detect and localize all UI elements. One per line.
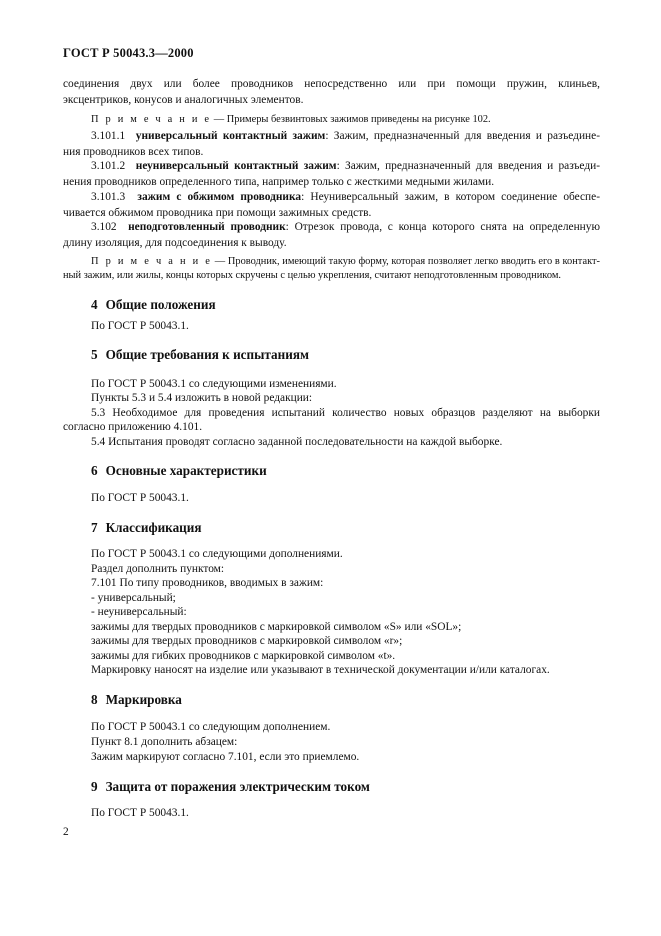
note-label: П р и м е ч а н и е [91,256,213,267]
definition-3-101-2 [91,158,600,174]
section-5-text-2: Пункты 5.3 и 5.4 изложить в новой редакции: [91,392,313,404]
list-item: - неуниверсальный: [91,606,187,618]
section-8-text-2: Пункт 8.1 дополнить абзацем: [91,736,238,748]
note-1 [91,112,600,128]
definition-3-101-3 [91,189,600,205]
section-number: 8 [91,692,98,707]
section-5-text-1: По ГОСТ Р 50043.1 со следующими изменениями. [91,378,337,390]
definition-text: : Отрезок провода, с конца которого снята на определенную [285,221,600,233]
intro-line-2: эксцентриков, конусов и аналогичных элементов. [63,94,304,106]
list-item: зажимы для твердых проводников с маркировкой символом «r»; [91,635,403,647]
section-title: Маркировка [105,692,182,707]
definition-3-102 [91,219,600,235]
section-number: 4 [91,297,98,312]
section-7-text-3: 7.101 По типу проводников, вводимых в зажим: [91,577,324,589]
section-5-heading [91,347,309,363]
note-label: П р и м е ч а н и е [91,114,212,125]
definition-3-101-1 [91,128,600,144]
section-8-text-1: По ГОСТ Р 50043.1 со следующим дополнением. [91,721,331,733]
section-4-heading [91,297,216,313]
defined-term: универсальный контактный зажим [135,130,326,142]
section-7-text-2: Раздел дополнить пунктом: [91,563,225,575]
section-title: Защита от поражения электрическим током [105,779,370,794]
section-9-heading [91,779,370,795]
note-text: — Примеры безвинтовых зажимов приведены на рисунке 102. [211,114,491,125]
list-item: зажимы для твердых проводников с маркировкой символом «S» или «SOL»; [91,621,462,633]
defined-term: неуниверсальный контактный зажим [135,160,337,172]
section-5-text-4: 5.4 Испытания проводят согласно заданной последовательности на каждой выборке. [91,436,503,448]
section-title: Основные характеристики [105,463,267,478]
clause-number: 3.101.3 [91,191,126,203]
definition-continuation: длину изоляция, для подсоединения к выводу. [63,237,287,249]
definition-continuation: ния проводников всех типов. [63,146,204,158]
clause-number: 3.101.1 [91,130,126,142]
note-2-line-2: ный зажим, или жилы, концы которых скручены с целью укрепления, считают неподготовленным проводником. [63,270,561,281]
definition-text: : Зажим, предназначенный для введения и разъеди- [336,160,600,172]
section-title: Общие требования к испытаниям [105,347,309,362]
section-8-text-3: Зажим маркируют согласно 7.101, если это приемлемо. [91,751,360,763]
page-number: 2 [63,826,69,838]
defined-term: зажим с обжимом проводника [137,191,302,203]
section-title: Общие положения [105,297,216,312]
section-number: 9 [91,779,98,794]
definition-text: : Неуниверсальный зажим, в котором соединение обеспе- [301,191,600,203]
section-5-text-3: 5.3 Необходимое для проведения испытаний количество новых образцов разделяют на выборки [91,407,600,419]
defined-term: неподготовленный проводник [128,221,286,233]
list-item: - универсальный; [91,592,176,604]
running-header: ГОСТ Р 50043.3—2000 [63,46,194,60]
section-6-heading [91,463,267,479]
section-number: 6 [91,463,98,478]
definition-text: : Зажим, предназначенный для введения и разъедине- [325,130,600,142]
section-4-text: По ГОСТ Р 50043.1. [91,320,189,332]
section-5-text-3-cont: согласно приложению 4.101. [63,421,203,433]
intro-line-1: соединения двух или более проводников непосредственно или при помощи пружин, клиньев, [63,78,600,90]
list-item: зажимы для гибких проводников с маркировкой символом «t». [91,650,396,662]
section-number: 7 [91,520,98,535]
clause-number: 3.102 [91,221,117,233]
section-6-text: По ГОСТ Р 50043.1. [91,492,189,504]
section-title: Классификация [105,520,202,535]
section-7-text-1: По ГОСТ Р 50043.1 со следующими дополнениями. [91,548,343,560]
definition-continuation: нения проводников определенного типа, например только с жесткими медными жилами. [63,176,495,188]
section-7-heading [91,520,202,536]
definition-continuation: чивается обжимом проводника при помощи зажимных средств. [63,207,372,219]
section-8-heading [91,692,182,708]
clause-number: 3.101.2 [91,160,126,172]
note-text: — Проводник, имеющий такую форму, которая позволяет легко вводить его в контакт- [212,256,600,267]
section-number: 5 [91,347,98,362]
section-9-text: По ГОСТ Р 50043.1. [91,807,189,819]
section-7-text-9: Маркировку наносят на изделие или указывают в технической документации и/или каталогах. [91,664,550,676]
